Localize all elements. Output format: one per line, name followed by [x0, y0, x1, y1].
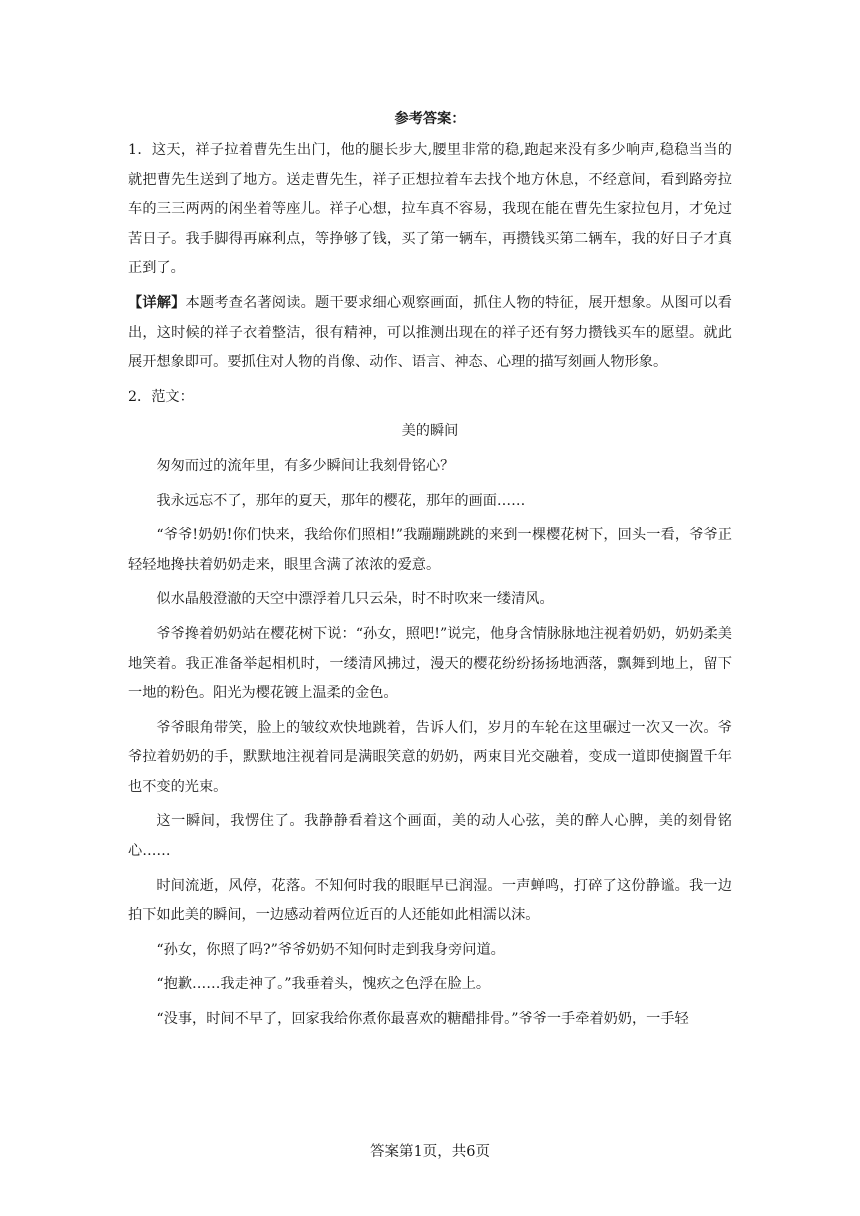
page-footer: 答案第1页，共6页	[370, 1144, 490, 1160]
detail-text: 本题考查名著阅读。题干要求细心观察画面，抓住人物的特征，展开想象。从图可以看出，这时候的祥子衣着整洁，很有精神，可以推测出现在的祥子还有努力攒钱买车的愿望。就此展开想象即可。要抓住对人物的肖像、动作、语言、神态、心理的描写刻画人物形象。	[128, 294, 732, 371]
essay-paragraph: 爷爷搀着奶奶站在樱花树下说：“孙女，照吧!”说完，他身含情脉脉地注视着奶奶，奶奶柔美地笑着。我正准备举起相机时，一缕清风拂过，漫天的樱花纷纷扬扬地洒落，飘舞到地上，留下一地的粉色。阳光为樱花镀上温柔的金色。	[128, 625, 732, 702]
essay-paragraph: “孙女，你照了吗?”爷爷奶奶不知何时走到我身旁问道。	[156, 941, 505, 958]
essay-paragraph: 匆匆而过的流年里，有多少瞬间让我刻骨铭心？	[156, 457, 455, 474]
essay-paragraph: 这一瞬间，我愣住了。我静静看着这个画面，美的动人心弦，美的醉人心脾，美的刻骨铭心……	[128, 813, 732, 860]
essay-paragraph: 似水晶般澄澈的天空中漂浮着几只云朵，时不时吹来一缕清风。	[156, 591, 554, 608]
essay-title: 美的瞬间	[401, 423, 459, 440]
essay-paragraph: “没事，时间不早了，回家我给你煮你最喜欢的糖醋排骨。”爷爷一手牵着奶奶，一手轻	[156, 1011, 689, 1028]
essay-paragraph: “爷爷!奶奶!你们快来，我给你们照相!”我蹦蹦跳跳的来到一棵樱花树下，回头一看，爷爷正轻轻地搀扶着奶奶走来，眼里含满了浓浓的爱意。	[128, 527, 732, 573]
essay-paragraph: 时间流逝，风停，花落。不知何时我的眼眶早已润湿。一声蝉鸣，打碎了这份静谧。我一边拍下如此美的瞬间，一边感动着两位近百的人还能如此相濡以沫。	[128, 877, 732, 924]
page-title: 参考答案：	[394, 111, 466, 127]
answer-content	[128, 104, 732, 1040]
essay-paragraph: “抱歉……我走神了。”我垂着头，愧疚之色浮在脸上。	[156, 976, 491, 993]
answer-1-text: 1．这天，祥子拉着曹先生出门，他的腿长步大,腰里非常的稳,跑起来没有多少响声,稳稳当当的就把曹先生送到了地方。送走曹先生，祥子正想拉着车去找个地方休息，不经意间，看到路旁拉车的三三两两的闲坐着等座儿。祥子心想，拉车真不容易，我现在能在曹先生家拉包月，才免过苦日子。我手脚得再麻利点，等挣够了钱，买了第一辆车，再攒钱买第二辆车，我的好日子才真正到了。	[128, 142, 732, 277]
answer-1-detail	[128, 289, 732, 378]
answer-2-label: 2．范文：	[128, 388, 194, 405]
detail-tag: 【详解】	[128, 294, 186, 311]
essay-paragraph: 爷爷眼角带笑，脸上的皱纹欢快地跳着，告诉人们，岁月的车轮在这里碾过一次又一次。爷爷拉着奶奶的手，默默地注视着同是满眼笑意的奶奶，两束目光交融着，变成一道即使搁置千年也不变的光束。	[128, 719, 732, 795]
essay-paragraph: 我永远忘不了，那年的夏天，那年的樱花，那年的画面……	[156, 492, 526, 509]
